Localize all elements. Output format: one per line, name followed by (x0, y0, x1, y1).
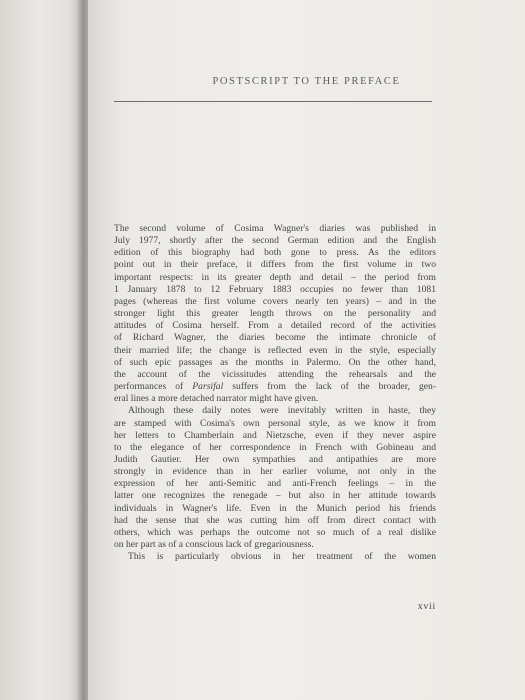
text-line: important respects: in its greater depth and detail – the period from (114, 271, 436, 283)
text-line: her letters to Chamberlain and Nietzsche, even if they never aspire (114, 429, 436, 441)
text-line: July 1977, shortly after the second German edition and the English (114, 235, 436, 247)
header-rule (114, 101, 432, 102)
text-line: latter one recognizes the renegade – but also in her attitude towards (114, 490, 436, 502)
text-line: had the sense that she was cutting him off from direct contact with (114, 514, 436, 526)
text-line: of Richard Wagner, the diaries become the intimate chronicle of (114, 332, 436, 344)
text-line: their married life; the change is reflected even in the style, especially (114, 344, 436, 356)
text-line: are stamped with Cosima's own personal style, as we know it from (114, 417, 436, 429)
text-line: point out in their preface, it differs from the first volume in two (114, 259, 436, 271)
text-line: Judith Gautier. Her own sympathies and antipathies are more (114, 453, 436, 465)
text-line: of such epic passages as the months in Palermo. On the other hand, (114, 356, 436, 368)
text-line: performances of Parsifal suffers from the lack of the broader, gen- (114, 381, 436, 393)
text-line: expression of her anti-Semitic and anti-French feelings – in the (114, 478, 436, 490)
text-line: on her part as of a conscious lack of gregariousness. (114, 539, 314, 551)
text-line: others, which was perhaps the outcome not so much of a real dislike (114, 526, 436, 538)
text-line: This is particularly obvious in her treatment of the women (128, 551, 436, 563)
text-line: edition of this biography had both gone to press. As the editors (114, 247, 436, 259)
left-page-edge (0, 0, 86, 700)
text-line: the account of the vicissitudes attending the rehearsals and the (114, 368, 436, 380)
text-line: eral lines a more detached narrator might have given. (114, 393, 319, 405)
page-number: xvii (417, 601, 436, 612)
text-line: to the elegance of her correspondence in French with Gobineau and (114, 441, 436, 453)
text-line: attitudes of Cosima herself. From a detailed record of the activities (114, 320, 436, 332)
text-line: The second volume of Cosima Wagner's diaries was published in (114, 223, 436, 234)
body-text (114, 223, 436, 563)
text-line: pages (whereas the first volume covers nearly ten years) – and in the (114, 295, 436, 307)
text-line: individuals in Wagner's life. Even in the Munich period his friends (114, 502, 436, 514)
text-line: stronger light this greater length throws on the personality and (114, 308, 436, 320)
running-head: POSTSCRIPT TO THE PREFACE (212, 76, 401, 87)
text-line: strongly in evidence than in her earlier volume, not only in the (114, 466, 436, 478)
right-page (88, 0, 525, 700)
text-line: Although these daily notes were inevitably written in haste, they (128, 405, 436, 417)
text-line: 1 January 1878 to 12 February 1883 occupies no fewer than 1081 (114, 283, 436, 295)
